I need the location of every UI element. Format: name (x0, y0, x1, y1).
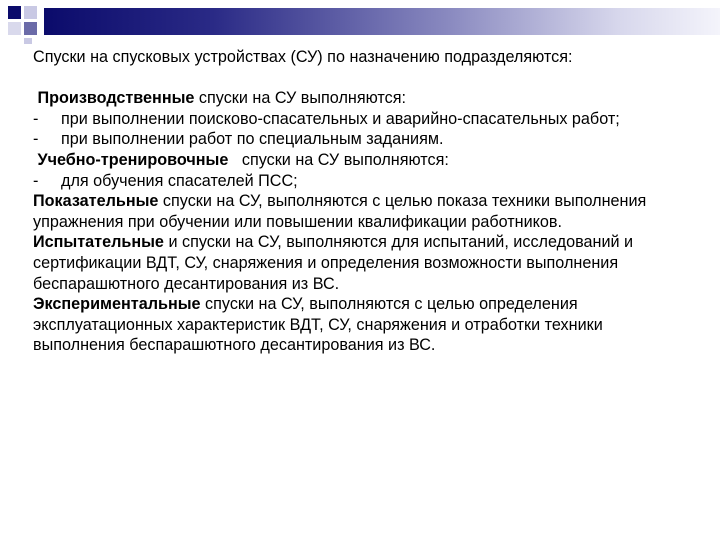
decor-square (24, 38, 32, 44)
training-paragraph (33, 150, 693, 171)
production-text: спуски на СУ выполняются: (194, 89, 406, 108)
bullet-dash: - (33, 130, 39, 149)
experimental-paragraph (33, 294, 693, 356)
bullet-dash: - (33, 109, 39, 128)
list-item (33, 109, 693, 130)
training-text: спуски на СУ выполняются: (228, 150, 449, 169)
decor-square (24, 6, 37, 19)
experimental-text: спуски на СУ, выполняются с целью определения эксплуатационных характеристик ВДТ, СУ, снаряжения и отработки техники выполнения беспарашютного десантирования из ВС. (33, 295, 603, 355)
production-paragraph (33, 88, 693, 109)
testing-term: Испытательные (33, 233, 164, 252)
bullet-dash: - (33, 171, 39, 190)
decor-square (8, 22, 21, 35)
production-term: Производственные (37, 89, 195, 108)
list-item-text: для обучения спасателей ПСС; (61, 171, 298, 190)
testing-text: и спуски на СУ, выполняются для испытаний, исследований и сертификации ВДТ, СУ, снаряжения и определения возможности выполнения беспарашютного десантирования из ВС. (33, 233, 634, 293)
list-item (33, 171, 693, 192)
demonstration-term: Показательные (33, 192, 159, 211)
header-decoration (0, 0, 720, 44)
intro-text: Спуски на спусковых устройствах (СУ) по назначению подразделяются: (33, 48, 573, 66)
header-gradient-bar (44, 8, 720, 35)
slide-text (33, 47, 693, 356)
training-term: Учебно-тренировочные (37, 150, 229, 169)
list-item-text: при выполнении поисково-спасательных и аварийно-спасательных работ; (61, 109, 620, 128)
list-item-text: при выполнении работ по специальным заданиям. (61, 130, 444, 149)
list-item (33, 129, 693, 150)
demonstration-paragraph (33, 191, 693, 232)
demonstration-text: спуски на СУ, выполняются с целью показа техники выполнения упражнения при обучении или повышении квалификации работников. (33, 192, 647, 231)
decor-square (24, 22, 37, 35)
testing-paragraph (33, 232, 693, 294)
decor-square (8, 6, 21, 19)
experimental-term: Экспериментальные (33, 295, 201, 314)
